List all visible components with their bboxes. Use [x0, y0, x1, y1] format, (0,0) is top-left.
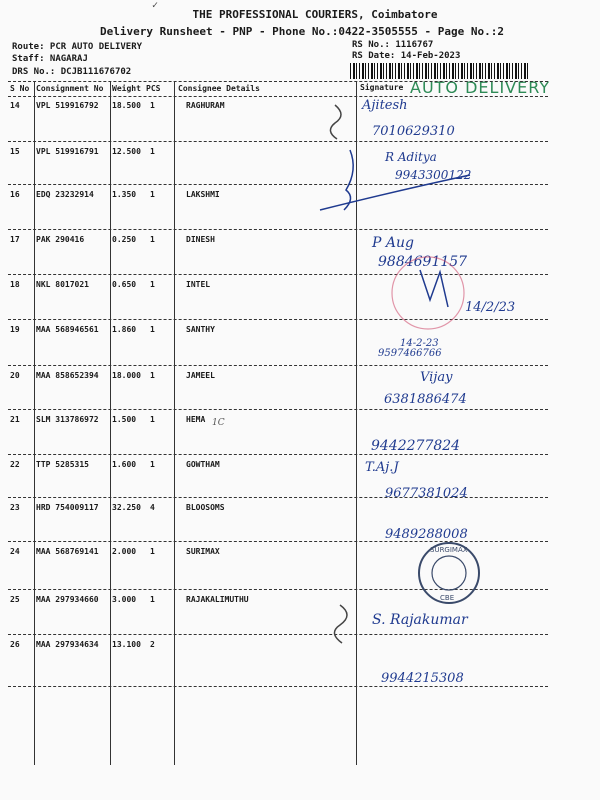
row-weight: 1.860: [112, 325, 137, 334]
signature-stroke: [420, 270, 448, 307]
row-consignee: RAJAKALIMUTHU: [186, 595, 249, 604]
row-consignment: MAA 568946561: [36, 325, 99, 334]
row-weight: 1.350: [112, 190, 137, 199]
row-phone: 9677381024: [385, 486, 468, 501]
row-consignment: VPL 519916791: [36, 147, 99, 156]
row-weight: 18.000: [112, 371, 141, 380]
row-consignee: GOWTHAM: [186, 460, 220, 469]
row-consignment: MAA 297934660: [36, 595, 99, 604]
bracket-mark: [330, 105, 341, 139]
company-title: THE PROFESSIONAL COURIERS, Coimbatore: [192, 8, 438, 21]
drs-label: DRS No.: DCJB111676702: [12, 67, 132, 77]
row-weight: 1.500: [112, 415, 137, 424]
row-weight: 13.100: [112, 640, 141, 649]
row-weight: 2.000: [112, 547, 137, 556]
row-sno: 22: [10, 460, 20, 469]
staff-label: Staff: NAGARAJ: [12, 54, 88, 64]
row-pcs: 1: [150, 325, 155, 334]
bracket-mark: [334, 605, 347, 643]
row-consignment: VPL 519916792: [36, 101, 99, 110]
row-weight: 1.600: [112, 460, 137, 469]
row-pcs: 1: [150, 190, 155, 199]
row-phone: 14/2/23: [465, 300, 516, 315]
row-signature: Ajitesh: [362, 98, 408, 113]
row-phone: 9944215308: [381, 671, 464, 686]
row-sno: 17: [10, 235, 20, 244]
row-sno: 19: [10, 325, 20, 334]
row-sno: 20: [10, 371, 20, 380]
row-consignee: SURIMAX: [186, 547, 220, 556]
row-signature: S. Rajakumar: [372, 612, 468, 628]
row-weight: 3.000: [112, 595, 137, 604]
hema-note: 1C: [212, 418, 225, 428]
signature-stroke: [320, 175, 470, 210]
row-sno: 26: [10, 640, 20, 649]
row-consignment: SLM 313786972: [36, 415, 99, 424]
row-consignee: LAKSHMI: [186, 190, 220, 199]
row-sno: 25: [10, 595, 20, 604]
row-weight: 0.650: [112, 280, 137, 289]
row-signature: Vijay: [420, 370, 453, 385]
surgimax-seal-inner: [432, 556, 466, 590]
row-consignee: SANTHY: [186, 325, 215, 334]
row-pcs: 2: [150, 640, 155, 649]
row-signature: T.Aj.J: [365, 460, 399, 475]
row-phone: 7010629310: [372, 124, 455, 139]
row-consignment: EDQ 23232914: [36, 190, 94, 199]
row-consignee: INTEL: [186, 280, 211, 289]
row-weight: 18.500: [112, 101, 141, 110]
row-consignment: TTP 5285315: [36, 460, 89, 469]
row-pcs: 1: [150, 547, 155, 556]
row-sno: 16: [10, 190, 20, 199]
col-pcs: PCS: [146, 84, 161, 93]
seal-bottom-text: CBE: [440, 594, 455, 602]
row-weight: 0.250: [112, 235, 137, 244]
col-consignment: Consignment No: [36, 84, 104, 93]
row-weight: 12.500: [112, 147, 141, 156]
row-consignee: JAMEEL: [186, 371, 215, 380]
row-pcs: 1: [150, 415, 155, 424]
row-pcs: 1: [150, 147, 155, 156]
row-phone: 9489288008: [385, 527, 468, 542]
row-sno: 14: [10, 101, 20, 110]
row-consignment: MAA 297934634: [36, 640, 99, 649]
auto-delivery-stamp: AUTO DELIVERY: [410, 78, 551, 97]
row-pcs: 4: [150, 503, 155, 512]
row-consignment: MAA 568769141: [36, 547, 99, 556]
seal-top-text: SURGIMAX: [430, 546, 468, 554]
row-consignee: DINESH: [186, 235, 215, 244]
row-phone: 9597466766: [378, 348, 442, 359]
row-signature: R Aditya: [385, 150, 437, 164]
row-sno: 15: [10, 147, 20, 156]
row-signature: P Aug: [372, 235, 414, 251]
col-sno: S No: [10, 84, 30, 93]
row-sno: 18: [10, 280, 20, 289]
row-phone: 9943300122: [395, 168, 472, 182]
row-sno: 24: [10, 547, 20, 556]
row-pcs: 1: [150, 280, 155, 289]
row-consignment: HRD 754009117: [36, 503, 99, 512]
signature-stroke: [344, 150, 353, 210]
row-pcs: 1: [150, 460, 155, 469]
tick-mark: ✓: [152, 0, 159, 11]
row-consignee: BLOOSOMS: [186, 503, 225, 512]
col-weight: Weight: [112, 84, 141, 93]
runsheet-title: Delivery Runsheet - PNP - Phone No.:0422-3505555 - Page No.:2: [100, 25, 504, 38]
row-pcs: 1: [150, 371, 155, 380]
rs-date: RS Date: 14-Feb-2023: [352, 51, 461, 61]
row-signature: 14-2-23: [400, 338, 439, 349]
rs-number: RS No.: 1116767: [352, 40, 434, 50]
route-label: Route: PCR AUTO DELIVERY: [12, 42, 143, 52]
row-sno: 21: [10, 415, 20, 424]
col-consignee: Consignee Details: [178, 84, 260, 93]
row-weight: 32.250: [112, 503, 141, 512]
row-pcs: 1: [150, 101, 155, 110]
row-pcs: 1: [150, 235, 155, 244]
row-phone: 9884691157: [378, 254, 468, 270]
row-consignment: NKL 8017021: [36, 280, 89, 289]
row-consignment: MAA 858652394: [36, 371, 99, 380]
row-pcs: 1: [150, 595, 155, 604]
row-consignee: HEMA: [186, 415, 206, 424]
col-signature: Signature: [360, 83, 404, 92]
row-phone: 9442277824: [371, 438, 461, 454]
row-consignment: PAK 290416: [36, 235, 85, 244]
row-consignee: RAGHURAM: [186, 101, 225, 110]
row-phone: 6381886474: [384, 392, 467, 407]
row-sno: 23: [10, 503, 20, 512]
